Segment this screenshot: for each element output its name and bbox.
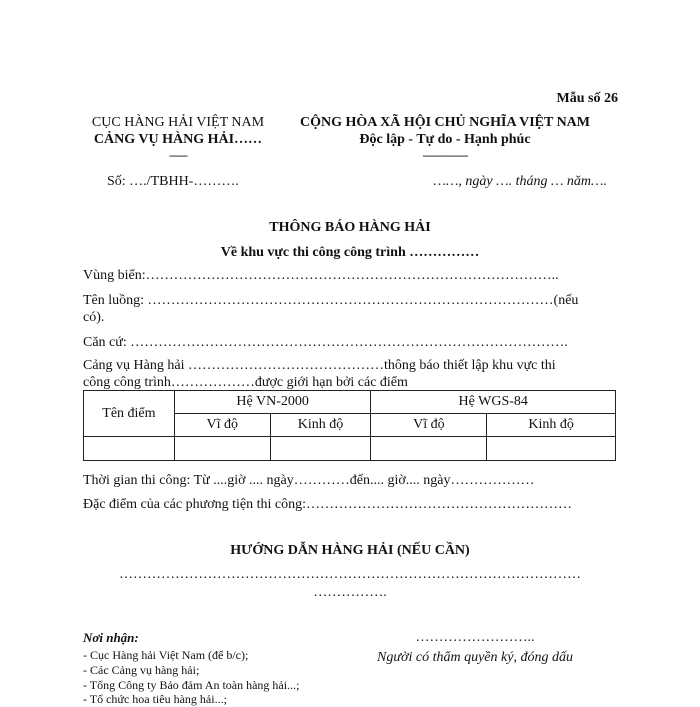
port-authority-name: CẢNG VỤ HÀNG HẢI…… — [93, 132, 263, 147]
recipient-item: - Cục Hàng hải Việt Nam (để b/c); — [83, 648, 249, 662]
wgs84-latitude-header: Vĩ độ — [371, 414, 487, 437]
national-motto: Độc lập - Tự do - Hạnh phúc — [359, 132, 531, 147]
notice-subtitle: Về khu vực thi công công trình …………… — [220, 245, 480, 260]
signature-label: Người có thẩm quyền ký, đóng dấu — [377, 650, 573, 665]
sea-area-field: Vùng biển:…………………………………………………………………………….. — [83, 268, 559, 283]
guidance-dots-cont: ……………. — [313, 585, 387, 600]
recipient-item: - Tổng Công ty Bảo đảm An toàn hàng hải...; — [83, 678, 300, 692]
table-row — [84, 437, 616, 461]
notice-title: THÔNG BÁO HÀNG HẢI — [269, 220, 431, 235]
right-header-divider: --------------- — [422, 148, 468, 162]
construction-time-field: Thời gian thi công: Từ ....giờ .... ngày…………đến.... giờ.... ngày……………… — [83, 473, 535, 488]
agency-name: CỤC HÀNG HẢI VIỆT NAM — [91, 115, 265, 130]
port-authority-statement: Cảng vụ Hàng hải ……………………………………thông báo thiết lập khu vực thi — [83, 358, 556, 373]
guidance-title: HƯỚNG DẪN HÀNG HẢI (NẾU CẦN) — [230, 543, 470, 558]
wgs84-header: Hệ WGS-84 — [371, 391, 616, 414]
document-number: Số: …./TBHH-………. — [107, 174, 239, 189]
vn2000-latitude-header: Vĩ độ — [174, 414, 270, 437]
recipients-heading: Nơi nhận: — [83, 630, 139, 645]
recipient-item: - Các Cảng vụ hàng hải; — [83, 663, 200, 677]
date-line: ……, ngày …. tháng … năm…. — [433, 174, 607, 189]
form-number: Mẫu số 26 — [556, 91, 618, 106]
vn2000-longitude-header: Kinh độ — [270, 414, 371, 437]
channel-name-field-cont: có). — [83, 310, 105, 325]
republic-title: CỘNG HÒA XÃ HỘI CHỦ NGHĨA VIỆT NAM — [299, 115, 590, 130]
table-cell — [487, 437, 616, 461]
table-cell — [371, 437, 487, 461]
point-name-header: Tên điểm — [84, 391, 175, 437]
guidance-dots: ……………………………………………………………………………………… — [119, 567, 581, 582]
basis-field: Căn cứ: …………………………………………………………………………………. — [83, 335, 568, 350]
table-cell — [84, 437, 175, 461]
table-cell — [174, 437, 270, 461]
left-header-divider: ------ — [169, 148, 187, 162]
wgs84-longitude-header: Kinh độ — [487, 414, 616, 437]
signature-dots: …………………….. — [415, 630, 535, 645]
coordinates-table — [83, 390, 616, 461]
vn2000-header: Hệ VN-2000 — [174, 391, 371, 414]
vehicle-features-field: Đặc điểm của các phương tiện thi công:………………………………………………… — [83, 497, 572, 512]
recipient-item: - Tổ chức hoa tiêu hàng hải...; — [83, 692, 227, 706]
table-cell — [270, 437, 371, 461]
port-authority-statement-cont: công công trình………………được giới hạn bởi các điểm — [83, 375, 408, 390]
channel-name-field: Tên luồng: ……………………………………………………………………………(nếu — [83, 293, 579, 308]
